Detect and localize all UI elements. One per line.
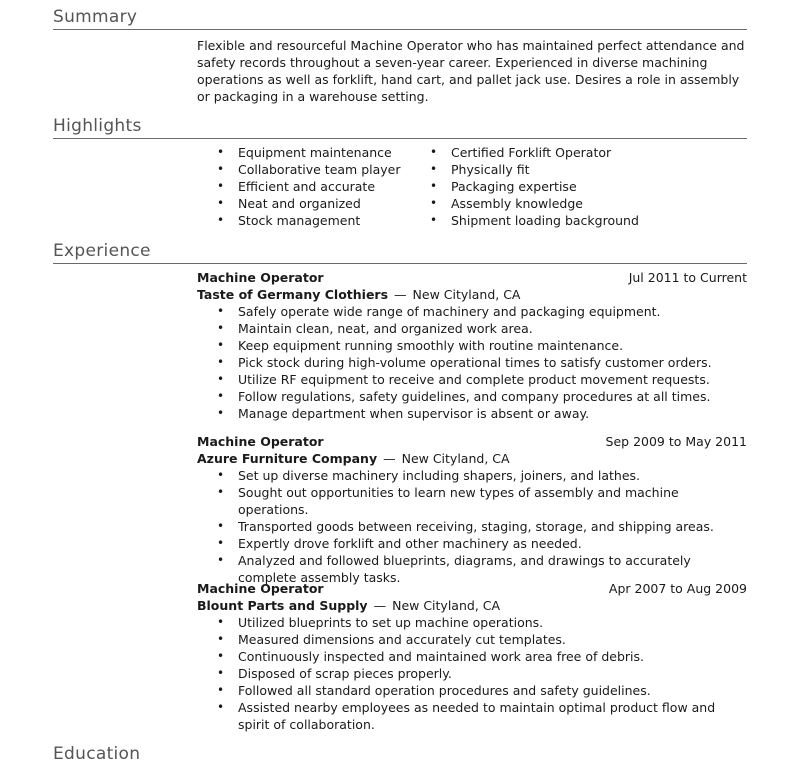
job-bullet: • Sought out opportunities to learn new types of assembly and machine operations. (197, 484, 747, 518)
job-company: Azure Furniture Company (197, 451, 378, 466)
job-location: New Cityland, CA (401, 451, 510, 466)
highlight-item: • Packaging expertise (430, 178, 639, 195)
job-bullet: • Expertly drove forklift and other machinery as needed. (197, 535, 747, 552)
job-bullet: • Utilize RF equipment to receive and complete product movement requests. (197, 371, 747, 388)
dash-separator: — (394, 287, 407, 302)
section-title-education: Education (53, 744, 141, 764)
job-title: Machine Operator (197, 434, 324, 449)
section-divider (53, 138, 747, 139)
highlight-item: • Equipment maintenance (217, 144, 401, 161)
job-title: Machine Operator (197, 581, 324, 596)
summary-text: Flexible and resourceful Machine Operator who has maintained perfect attendance and safety records throughout a seven-year career. Experienced in diverse machining operations as well as forklift, hand cart, and pallet jack use. Desires a role in assembly or packaging in a warehouse setting. (197, 38, 745, 104)
highlights-list-left (217, 144, 401, 229)
job-bullets (197, 303, 747, 422)
highlight-item: • Stock management (217, 212, 401, 229)
job-company: Taste of Germany Clothiers (197, 287, 389, 302)
job-entry (197, 433, 747, 586)
job-company: Blount Parts and Supply (197, 598, 368, 613)
dash-separator: — (373, 598, 387, 613)
section-title-summary: Summary (53, 7, 138, 27)
job-bullets (197, 467, 747, 586)
job-bullets (197, 614, 747, 733)
section-divider (53, 29, 747, 30)
highlight-item: • Certified Forklift Operator (430, 144, 639, 161)
job-bullet: • Continuously inspected and maintained work area free of debris. (197, 648, 747, 665)
job-bullet: • Disposed of scrap pieces properly. (197, 665, 747, 682)
highlight-item: • Assembly knowledge (430, 195, 639, 212)
highlight-item: • Collaborative team player (217, 161, 401, 178)
job-entry (197, 580, 747, 733)
highlight-item: • Neat and organized (217, 195, 401, 212)
job-title: Machine Operator (197, 270, 324, 285)
job-location: New Cityland, CA (412, 287, 521, 302)
highlight-item: • Efficient and accurate (217, 178, 401, 195)
job-dates: Sep 2009 to May 2011 (605, 434, 747, 449)
job-bullet: • Assisted nearby employees as needed to maintain optimal product flow and spirit of collaboration. (197, 699, 747, 733)
job-entry (197, 269, 747, 422)
section-title-experience: Experience (53, 241, 151, 261)
job-bullet: • Followed all standard operation procedures and safety guidelines. (197, 682, 747, 699)
highlight-item: • Physically fit (430, 161, 639, 178)
job-dates: Apr 2007 to Aug 2009 (608, 581, 747, 596)
section-divider (53, 263, 747, 264)
job-bullet: • Keep equipment running smoothly with routine maintenance. (197, 337, 747, 354)
job-bullet: • Analyzed and followed blueprints, diagrams, and drawings to accurately complete assembly tasks. (197, 552, 747, 586)
job-bullet: • Manage department when supervisor is absent or away. (197, 405, 747, 422)
job-bullet: • Follow regulations, safety guidelines, and company procedures at all times. (197, 388, 747, 405)
job-bullet: • Pick stock during high-volume operational times to satisfy customer orders. (197, 354, 747, 371)
job-bullet: • Maintain clean, neat, and organized work area. (197, 320, 747, 337)
job-bullet: • Utilized blueprints to set up machine operations. (197, 614, 747, 631)
job-bullet: • Safely operate wide range of machinery and packaging equipment. (197, 303, 747, 320)
highlights-list-right (430, 144, 639, 229)
job-bullet: • Measured dimensions and accurately cut templates. (197, 631, 747, 648)
dash-separator: — (383, 451, 396, 466)
section-title-highlights: Highlights (53, 116, 142, 136)
job-bullet: • Set up diverse machinery including shapers, joiners, and lathes. (197, 467, 747, 484)
job-location: New Cityland, CA (392, 598, 501, 613)
job-dates: Jul 2011 to Current (628, 270, 747, 285)
highlight-item: • Shipment loading background (430, 212, 639, 229)
job-bullet: • Transported goods between receiving, staging, storage, and shipping areas. (197, 518, 747, 535)
